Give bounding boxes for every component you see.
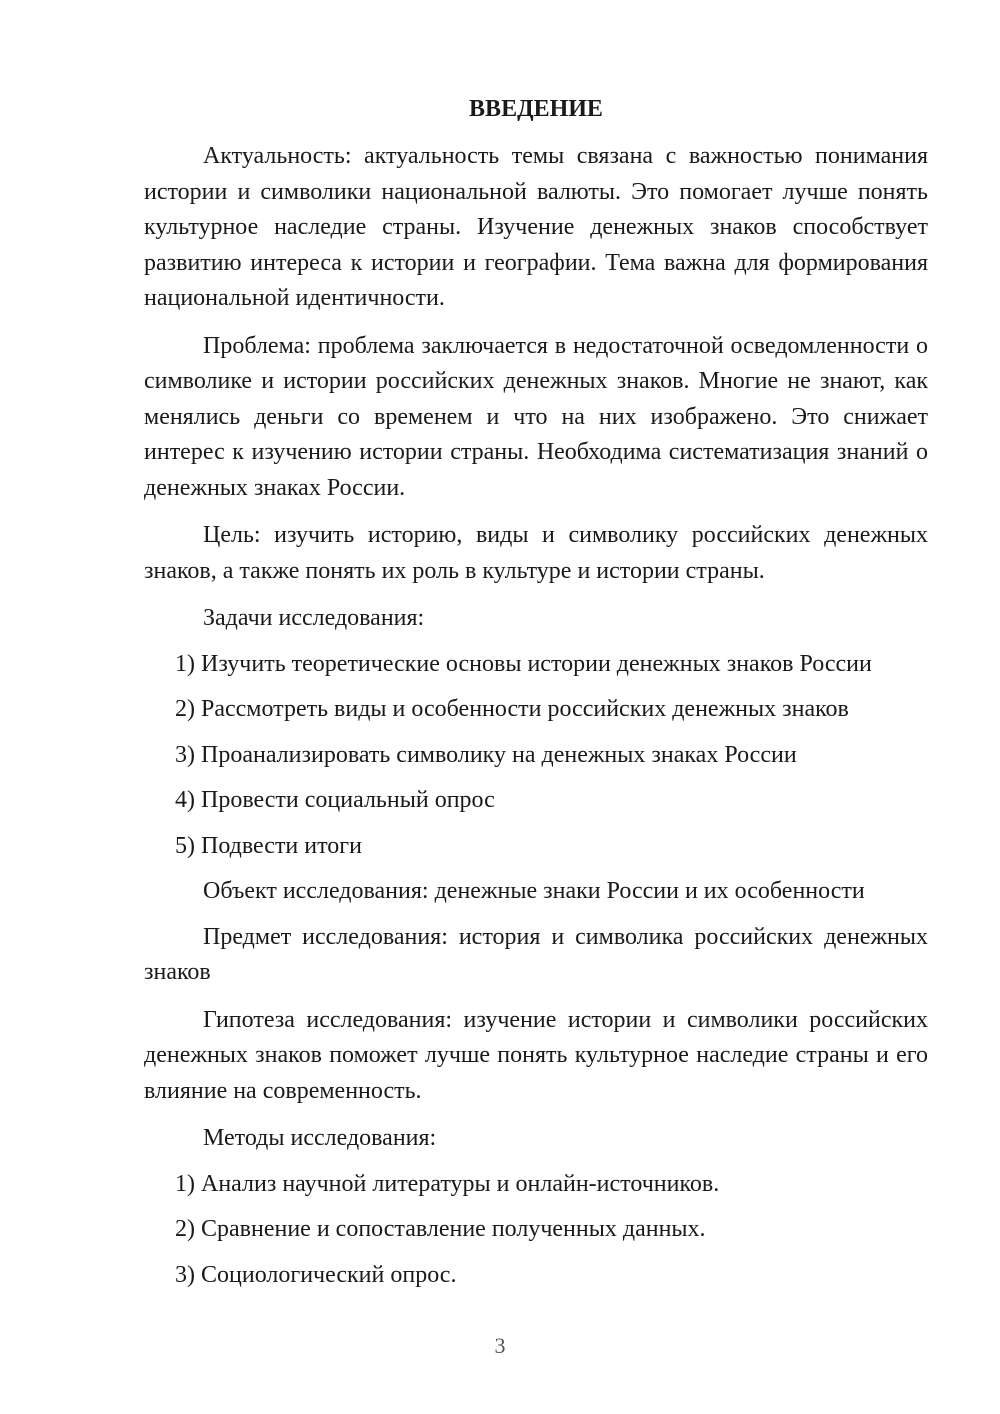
method-item: 2) Сравнение и сопоставление полученных данных. [175,1216,706,1242]
document-page [144,92,928,1303]
task-item: 1) Изучить теоретические основы истории денежных знаков России [175,650,872,677]
object-line: Объект исследования: денежные знаки России и их особенности [203,878,865,904]
subject-paragraph: Предмет исследования: история и символика российских денежных знаков [144,923,928,985]
method-item: 1) Анализ научной литературы и онлайн-источников. [175,1170,720,1197]
task-item: 4) Провести социальный опрос [175,787,495,813]
section-title: ВВЕДЕНИЕ [469,96,603,122]
methods-heading: Методы исследования: [203,1125,437,1151]
task-item: 2) Рассмотреть виды и особенности российских денежных знаков [175,696,849,722]
task-item: 3) Проанализировать символику на денежных знаках России [175,741,797,768]
task-item: 5) Подвести итоги [175,832,362,859]
goal-paragraph: Цель: изучить историю, виды и символику российских денежных знаков, а также понять их роль в культуре и истории страны. [144,522,928,584]
relevance-paragraph: Актуальность: актуальность темы связана с важностью понимания истории и символики национальной валюты. Это помогает лучше понять культурное наследие страны. Изучение денежных знаков способствует развитию интереса к истории и географии. Тема важна для формирования национальной идентичности. [144,143,928,311]
hypothesis-paragraph: Гипотеза исследования: изучение истории и символики российских денежных знаков поможет лучше понять культурное наследие страны и его влияние на современность. [144,1006,928,1104]
tasks-heading: Задачи исследования: [203,605,425,631]
page-number: 3 [494,1333,506,1358]
problem-paragraph: Проблема: проблема заключается в недостаточной осведомленности о символике и истории российских денежных знаков. Многие не знают, как менялись деньги со временем и что на них изображено. Это снижает интерес к изучению истории страны. Необходима систематизация знаний о денежных знаках России. [144,332,928,501]
method-item: 3) Социологический опрос. [175,1261,457,1288]
